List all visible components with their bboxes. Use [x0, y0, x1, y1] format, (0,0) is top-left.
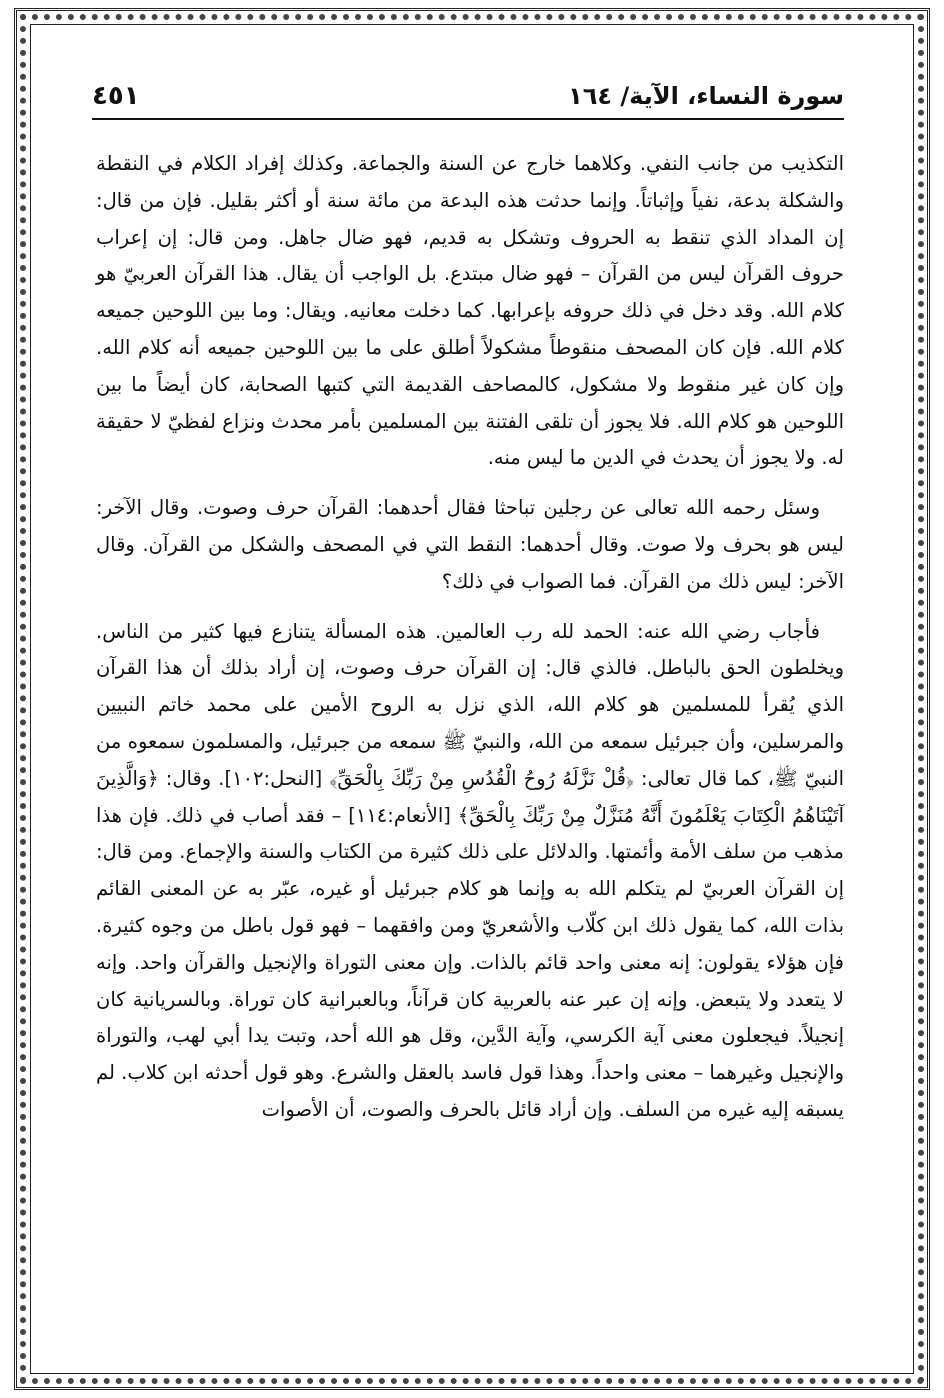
page-number: ٤٥١ [92, 81, 140, 111]
paragraph: التكذيب من جانب النفي. وكلاهما خارج عن السنة والجماعة. وكذلك إفراد الكلام في النقطة والشكلة بدعة، نفياً وإثباتاً. وإنما حدثت هذه البدعة من مائة سنة أو أكثر بقليل. فإن من قال: إن المداد الذي تنقط به الحروف وتشكل به قديم، فهو ضال جاهل. ومن قال: إن إعراب حروف القرآن ليس من القرآن – فهو ضال مبتدع. بل الواجب أن يقال. هذا القرآن العربيّ هو كلام الله. وقد دخل في ذلك حروفه بإعرابها. كما دخلت معانيه. ويقال: وما بين اللوحين جميعه كلام الله. فإن كان المصحف منقوطاً مشكولاً أطلق على ما بين اللوحين جميعه أنه كلام الله. وإن كان غير منقوط ولا مشكول، كالمصاحف القديمة التي كتبها الصحابة، كان أيضاً ما بين اللوحين هو كلام الله. فلا يجوز أن تلقى الفتنة بين المسلمين بأمر محدث ونزاع لفظيّ لا حقيقة له. ولا يجوز أن يحدث في الدين ما ليس منه. [96, 152, 844, 470]
page-body [96, 146, 844, 1129]
paragraph: فأجاب رضي الله عنه: الحمد لله رب العالمين. هذه المسألة يتنازع فيها كثير من الناس. ويخلطون الحق بالباطل. فالذي قال: إن القرآن حرف وصوت، إن أراد بذلك أن هذا القرآن الذي يُقرأ للمسلمين هو كلام الله، الذي نزل به الروح الأمين على محمد خاتم النبيين والمرسلين، وأن جبرئيل سمعه من الله، والنبيّ ﷺ سمعه من جبرئيل، والمسلمون سمعوه من النبيّ ﷺ، كما قال تعالى: ﴿قُلْ نَزَّلَهُ رُوحُ الْقُدُسِ مِنْ رَبِّكَ بِالْحَقِّ﴾ [النحل:١٠٢]. وقال: ﴿وَالَّذِينَ آتَيْنَاهُمُ الْكِتَابَ يَعْلَمُونَ أَنَّهُ مُنَزَّلٌ مِنْ رَبِّكَ بِالْحَقِّ﴾ [الأنعام:١١٤] – فقد أصاب في ذلك. فإن هذا مذهب من سلف الأمة وأئمتها. والدلائل على ذلك كثيرة من الكتاب والسنة والإجماع. ومن قال: إن القرآن العربيّ لم يتكلم الله به وإنما هو كلام جبرئيل أو غيره، عبّر به عن المعنى القائم بذات الله، كما يقول ذلك ابن كلّاب والأشعريّ ومن وافقهما – فهو قول باطل من وجوه كثيرة. فإن هؤلاء يقولون: إنه معنى واحد قائم بالذات. وإن معنى التوراة والإنجيل والقرآن واحد. وإنه لا يتعدد ولا يتبعض. وإنه إن عبر عنه بالعربية كان قرآناً، وبالعبرانية كان توراة. وبالسريانية كان إنجيلاً. فيجعلون معنى آية الكرسي، وآية الدَّين، وقل هو الله أحد، وتبت يدا أبي لهب، والتوراة والإنجيل وغيرهما – معنى واحداً. وهذا قول فاسد بالعقل والشرع. وهو قول أحدثه ابن كلاب. لم يسبقه إليه غيره من السلف. وإن أراد قائل بالحرف والصوت، أن الأصوات [96, 619, 845, 1121]
paragraph: وسئل رحمه الله تعالى عن رجلين تباحثا فقال أحدهما: القرآن حرف وصوت. وقال الآخر: ليس هو بحرف ولا صوت. وقال أحدهما: النقط التي في المصحف والشكل من القرآن. وقال الآخر: ليس ذلك من القرآن. فما الصواب في ذلك؟ [96, 496, 844, 593]
running-header [92, 74, 844, 120]
chapter-title: سورة النساء، الآية/ ١٦٤ [568, 82, 844, 110]
